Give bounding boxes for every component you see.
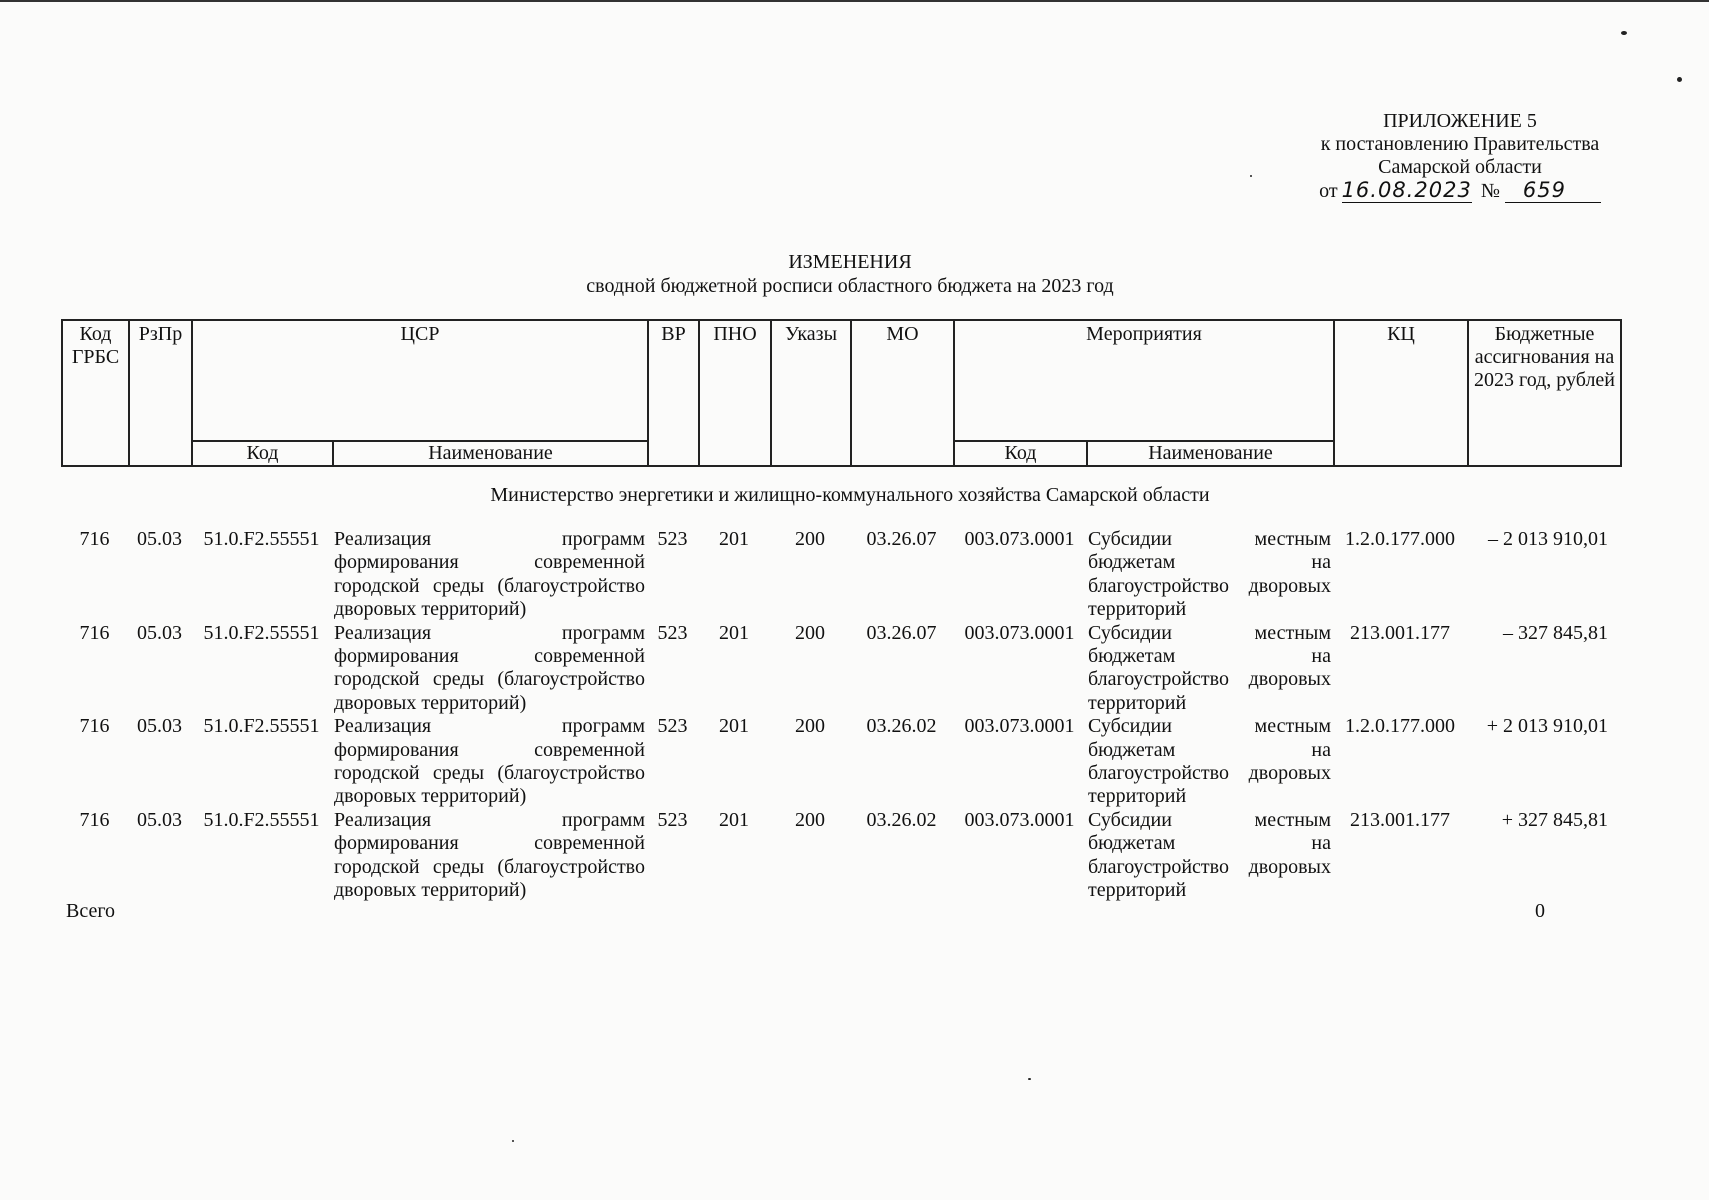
row-csr-name: Реализация программ формирования современной городской среды (благоустройство дворовых территорий) [334, 715, 645, 808]
row-grbs: 716 [79, 808, 110, 831]
row-vr: 523 [657, 808, 688, 831]
header-amount: Бюджетные ассигнования на 2023 год, рублей [1468, 320, 1621, 466]
row-event-code: 003.073.0001 [964, 528, 1075, 550]
table-row [61, 528, 1620, 622]
scan-speck [1621, 31, 1627, 35]
row-vr: 523 [657, 528, 688, 550]
row-event-code: 003.073.0001 [964, 621, 1075, 644]
row-csr-code: 51.0.F2.55551 [203, 808, 320, 831]
row-vr: 523 [657, 715, 688, 738]
row-kc: 1.2.0.177.000 [1345, 528, 1455, 550]
row-kc: 213.001.177 [1350, 808, 1450, 831]
row-event-name: Субсидии местным бюджетам на благоустройство дворовых территорий [1088, 808, 1331, 902]
header-events-code: Код [954, 441, 1087, 466]
row-grbs: 716 [79, 621, 110, 644]
header-kc: КЦ [1334, 320, 1468, 466]
row-csr-code: 51.0.F2.55551 [203, 528, 320, 550]
header-csr: ЦСР [192, 320, 648, 441]
row-grbs: 716 [79, 715, 110, 738]
scan-speck [1250, 175, 1252, 177]
header-events-name: Наименование [1087, 441, 1334, 466]
page-top-edge [0, 0, 1709, 2]
header-events: Мероприятия [954, 320, 1334, 441]
row-pno: 201 [719, 808, 749, 831]
budget-table-header [61, 319, 1622, 467]
row-event-code: 003.073.0001 [964, 715, 1075, 738]
row-event-code: 003.073.0001 [964, 808, 1075, 831]
table-row [61, 715, 1620, 809]
row-amount: – 327 845,81 [1503, 621, 1608, 644]
total-label: Всего [66, 900, 116, 922]
total-value: 0 [1535, 900, 1545, 922]
header-pno: ПНО [699, 320, 771, 466]
row-decrees: 200 [795, 528, 825, 550]
row-event-name: Субсидии местным бюджетам на благоустройство дворовых территорий [1088, 528, 1331, 621]
header-grbs: Код ГРБС [62, 320, 129, 466]
row-pno: 201 [719, 715, 749, 738]
row-amount: + 327 845,81 [1501, 808, 1608, 831]
handwritten-date: 16.08.2023 [1341, 178, 1472, 202]
appendix-line: к постановлению Правительства [1320, 133, 1600, 155]
appendix-line: Самарской области [1378, 156, 1542, 178]
row-rzpr: 05.03 [137, 528, 182, 550]
document-heading [0, 250, 1700, 298]
row-csr-name: Реализация программ формирования современной городской среды (благоустройство дворовых территорий) [334, 528, 645, 621]
row-vr: 523 [657, 621, 688, 644]
row-csr-code: 51.0.F2.55551 [203, 621, 320, 644]
row-amount: + 2 013 910,01 [1486, 715, 1608, 738]
scan-speck [512, 1140, 514, 1142]
table-rows [61, 528, 1620, 903]
row-rzpr: 05.03 [137, 621, 182, 644]
row-decrees: 200 [795, 715, 825, 738]
date-prefix: от [1319, 180, 1338, 202]
row-decrees: 200 [795, 621, 825, 644]
header-decrees: Указы [771, 320, 851, 466]
row-mo: 03.26.02 [866, 808, 937, 831]
agency-heading: Министерство энергетики и жилищно-коммунального хозяйства Самарской области [490, 484, 1210, 506]
appendix-title: ПРИЛОЖЕНИЕ 5 [1383, 110, 1537, 132]
row-grbs: 716 [79, 528, 110, 550]
row-rzpr: 05.03 [137, 715, 182, 738]
document-title: ИЗМЕНЕНИЯ [788, 251, 912, 273]
document-subtitle: сводной бюджетной росписи областного бюджета на 2023 год [586, 275, 1114, 297]
header-vr: ВР [648, 320, 699, 466]
row-amount: – 2 013 910,01 [1488, 528, 1608, 550]
row-mo: 03.26.07 [866, 528, 937, 550]
row-kc: 213.001.177 [1350, 621, 1450, 644]
row-event-name: Субсидии местным бюджетам на благоустройство дворовых территорий [1088, 621, 1331, 714]
row-kc: 1.2.0.177.000 [1345, 715, 1455, 738]
row-rzpr: 05.03 [137, 808, 182, 831]
header-csr-name: Наименование [333, 441, 648, 466]
scan-speck [1677, 77, 1682, 82]
header-rzpr: РзПр [129, 320, 192, 466]
scan-speck [1028, 1078, 1031, 1080]
budget-table-body [61, 528, 1620, 903]
row-csr-name: Реализация программ формирования современной городской среды (благоустройство дворовых территорий) [334, 808, 645, 902]
row-mo: 03.26.07 [866, 621, 937, 644]
row-event-name: Субсидии местным бюджетам на благоустройство дворовых территорий [1088, 715, 1331, 808]
row-mo: 03.26.02 [866, 715, 937, 738]
appendix-date-line [1319, 179, 1601, 203]
row-pno: 201 [719, 528, 749, 550]
row-csr-name: Реализация программ формирования современной городской среды (благоустройство дворовых территорий) [334, 621, 645, 714]
table-row [61, 622, 1620, 716]
header-csr-code: Код [192, 441, 333, 466]
row-csr-code: 51.0.F2.55551 [203, 715, 320, 738]
row-decrees: 200 [795, 808, 825, 831]
appendix-block [1270, 110, 1650, 203]
table-row [61, 809, 1620, 903]
row-pno: 201 [719, 621, 749, 644]
header-mo: МО [851, 320, 954, 466]
number-prefix: № [1480, 180, 1500, 202]
handwritten-number: 659 [1505, 179, 1601, 203]
